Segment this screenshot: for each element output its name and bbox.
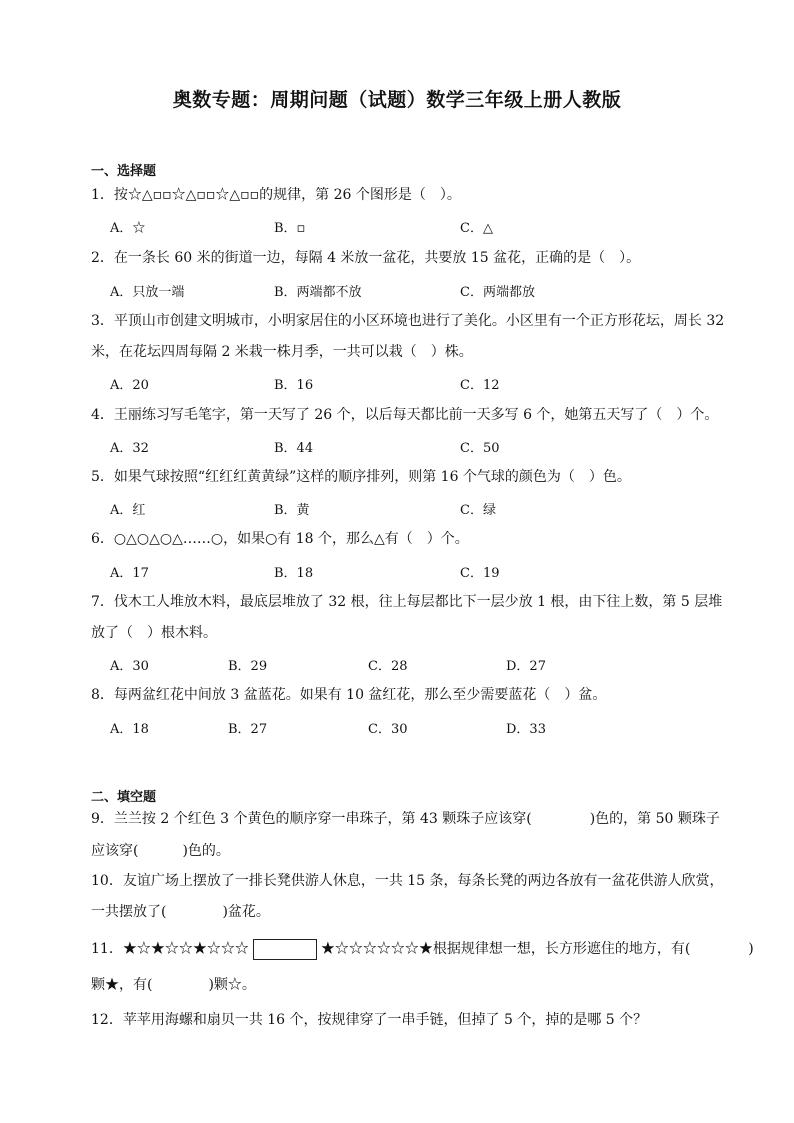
option-b: B．18 bbox=[274, 566, 314, 581]
question-7-options bbox=[110, 655, 710, 675]
option-b: B．两端都不放 bbox=[274, 285, 362, 300]
question-10-line-2 bbox=[91, 897, 711, 927]
option-b: B．44 bbox=[274, 441, 314, 456]
section-heading-choice: 一、选择题 bbox=[91, 164, 157, 179]
option-b: B．27 bbox=[228, 722, 268, 737]
option-a: A．红 bbox=[110, 503, 146, 518]
question-9-text-d: )色的。 bbox=[182, 843, 230, 859]
question-11-text-a: 颗★，有( bbox=[91, 977, 153, 993]
option-c: C．50 bbox=[460, 441, 500, 456]
page-title: 奥数专题：周期问题（试题）数学三年级上册人教版 bbox=[172, 89, 622, 111]
question-11-line-2 bbox=[91, 970, 711, 1000]
question-6: 6．○△○△○△……○，如果○有 18 个，那么△有（ ）个。 bbox=[91, 531, 469, 547]
question-11-line-1 bbox=[91, 934, 754, 964]
option-a: A．18 bbox=[110, 722, 149, 737]
question-7-line-2: 放了（ ）根木料。 bbox=[91, 625, 217, 641]
question-9-text-a: 9．兰兰按 2 个红色 3 个黄色的顺序穿一串珠子，第 43 颗珠子应该穿( bbox=[91, 811, 532, 827]
question-9-text-c: 应该穿( bbox=[91, 843, 139, 859]
section-heading-fill: 二、填空题 bbox=[91, 790, 157, 805]
question-7-line-1: 7．伐木工人堆放木料，最底层堆放了 32 根，往上每层都比下一层少放 1 根，由下往上数，第 5 层堆 bbox=[91, 594, 723, 610]
question-6-options bbox=[110, 562, 710, 582]
option-a: A．只放一端 bbox=[110, 285, 185, 300]
question-11-paren: ) bbox=[748, 941, 754, 957]
question-5: 5．如果气球按照“红红红黄黄绿”这样的顺序排列，则第 16 个气球的颜色为（ ）色。 bbox=[91, 469, 631, 485]
question-3-line-2: 米，在花坛四周每隔 2 米栽一株月季，一共可以栽（ ）株。 bbox=[91, 344, 473, 360]
question-3-options bbox=[110, 374, 710, 394]
option-c: C．28 bbox=[368, 659, 408, 674]
question-8-options bbox=[110, 718, 710, 738]
option-c: C．30 bbox=[368, 722, 408, 737]
option-c: C．△ bbox=[460, 221, 493, 236]
option-a: A．20 bbox=[110, 378, 149, 393]
question-11-text-b: )颗☆。 bbox=[208, 977, 256, 993]
question-5-options bbox=[110, 499, 710, 519]
question-9-line-2 bbox=[91, 836, 711, 866]
question-1: 1．按☆△▫▫☆△▫▫☆△▫▫的规律，第 26 个图形是（ ）。 bbox=[91, 187, 461, 203]
option-a: A．32 bbox=[110, 441, 149, 456]
question-1-options bbox=[110, 217, 710, 237]
question-11-pattern-start: 11．★☆★☆☆★☆☆☆ bbox=[91, 941, 249, 957]
question-10-text-b: )盆花。 bbox=[222, 904, 270, 920]
question-12: 12．苹苹用海螺和扇贝一共 16 个，按规律穿了一串手链，但掉了 5 个，掉的是哪 5 个？ bbox=[91, 1012, 648, 1028]
question-4-options bbox=[110, 437, 710, 457]
question-11-pattern-end: ★☆☆☆☆☆☆★根据规律想一想，长方形遮住的地方，有( bbox=[320, 941, 691, 957]
question-10-text-a: 一共摆放了( bbox=[91, 904, 167, 920]
option-c: C．19 bbox=[460, 566, 500, 581]
question-2-options bbox=[110, 281, 710, 301]
option-b: B．29 bbox=[228, 659, 268, 674]
question-8: 8．每两盆红花中间放 3 盆蓝花。如果有 10 盆红花，那么至少需要蓝花（ ）盆。 bbox=[91, 687, 607, 703]
option-c: C．两端都放 bbox=[460, 285, 535, 300]
option-a: A．17 bbox=[110, 566, 149, 581]
option-a: A．30 bbox=[110, 659, 149, 674]
option-b: B．黄 bbox=[274, 503, 310, 518]
option-b: B．▫ bbox=[274, 221, 306, 236]
question-10-line-1: 10．友谊广场上摆放了一排长凳供游人休息，一共 15 条，每条长凳的两边各放有一盆花供游人欣赏， bbox=[91, 873, 724, 889]
question-2: 2．在一条长 60 米的街道一边，每隔 4 米放一盆花，共要放 15 盆花，正确的是（ ）。 bbox=[91, 250, 641, 266]
option-d: D．27 bbox=[506, 659, 546, 674]
question-4: 4．王丽练习写毛笔字，第一天写了 26 个，以后每天都比前一天多写 6 个，她第五天写了（ ）个。 bbox=[91, 407, 719, 423]
question-9-line-1 bbox=[91, 804, 720, 834]
option-c: C．12 bbox=[460, 378, 500, 393]
option-c: C．绿 bbox=[460, 503, 496, 518]
question-9-text-b: )色的，第 50 颗珠子 bbox=[589, 811, 720, 827]
covering-rectangle bbox=[253, 939, 317, 960]
option-d: D．33 bbox=[506, 722, 546, 737]
option-b: B．16 bbox=[274, 378, 314, 393]
question-3-line-1: 3．平顶山市创建文明城市，小明家居住的小区环境也进行了美化。小区里有一个正方形花坛，周长 32 bbox=[91, 313, 725, 329]
option-a: A．☆ bbox=[110, 221, 146, 236]
